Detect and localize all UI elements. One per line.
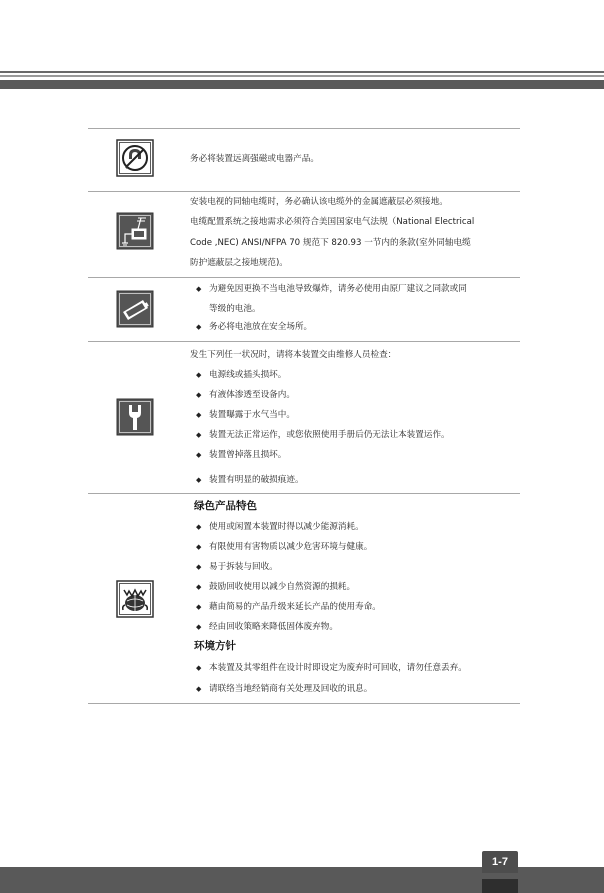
section1-text: 务必将装置远离强磁或电器产品。 [190, 154, 319, 164]
table-rule [88, 703, 520, 704]
header-rule-middle [0, 75, 604, 77]
recycle-globe-icon [116, 580, 154, 618]
section2-line: 安装电视的同轴电缆时，务必确认该电缆外的金属遮蔽层必须接地。 [190, 197, 448, 207]
battery-icon [116, 290, 154, 328]
list-item [196, 601, 381, 613]
page-number: 1-7 [482, 851, 518, 873]
bullet-icon: ◆ [196, 431, 202, 439]
section4-item: 电源线或插头损坏。 [209, 370, 287, 380]
bullet-icon: ◆ [196, 451, 202, 459]
section2-line: 防护遮蔽层之接地规范)。 [190, 258, 288, 268]
list-item [196, 283, 467, 295]
section5-item: 请联络当地经销商有关处理及回收的讯息。 [209, 684, 373, 694]
header-bar [0, 80, 604, 89]
list-item [196, 389, 295, 401]
section4-item: 装置无法正常运作，或您依照使用手册后仍无法让本装置运作。 [209, 430, 450, 440]
list-item [196, 449, 286, 461]
table-rule [88, 341, 520, 342]
table-rule [88, 191, 520, 192]
section3-bullet1: 为避免因更换不当电池导致爆炸，请务必使用由原厂建议之同款或同 [209, 284, 467, 294]
section5-heading2: 环境方针 [194, 640, 236, 652]
section2-line: 电缆配置系统之接地需求必须符合美国国家电气法规（National Electrical [190, 217, 475, 227]
list-item [196, 581, 355, 593]
header-rule-top [0, 71, 604, 73]
section5-item: 经由回收策略来降低固体废弃物。 [209, 622, 338, 632]
list-item [196, 541, 372, 553]
section5-item: 有限使用有害物质以减少危害环境与健康。 [209, 542, 373, 552]
bullet-icon: ◆ [196, 543, 202, 551]
list-item [196, 662, 467, 674]
section5-item: 易于拆装与回收。 [209, 562, 278, 572]
bullet-icon: ◆ [196, 285, 202, 293]
section5-item: 使用或闲置本装置时得以减少能源消耗。 [209, 522, 364, 532]
section2-line: Code ,NEC) ANSI/NFPA 70 规范下 820.93 一节内的条款(室外同轴电缆 [190, 238, 471, 248]
section5-item: 本装置及其零组件在设计时即设定为废弃时可回收，请勿任意丢弃。 [209, 663, 467, 673]
list-item [196, 429, 450, 441]
bullet-icon: ◆ [196, 563, 202, 571]
bullet-icon: ◆ [196, 623, 202, 631]
section5-heading1: 绿色产品特色 [194, 500, 257, 512]
section4-intro: 发生下列任一状况时，请将本装置交由维修人员检查： [190, 350, 397, 360]
table-rule [88, 277, 520, 278]
bullet-icon: ◆ [196, 391, 202, 399]
bullet-icon: ◆ [196, 371, 202, 379]
bullet-icon: ◆ [196, 664, 202, 672]
section3-bullet1-cont: 等级的电池。 [209, 304, 261, 314]
list-item [196, 521, 364, 533]
bullet-icon: ◆ [196, 411, 202, 419]
bullet-icon: ◆ [196, 603, 202, 611]
bullet-icon: ◆ [196, 323, 202, 331]
section3-bullet2: 务必将电池放在安全场所。 [209, 322, 313, 332]
list-item [196, 369, 286, 381]
section5-item: 藉由简易的产品升级来延长产品的使用寿命。 [209, 602, 381, 612]
section4-item: 装置曝露于水气当中。 [209, 410, 295, 420]
section4-item: 有液体渗透至设备内。 [209, 390, 295, 400]
no-magnet-icon [116, 139, 154, 177]
antenna-tv-icon [116, 212, 154, 250]
section4-item: 装置曾掉落且损坏。 [209, 450, 287, 460]
list-item [196, 683, 372, 695]
section5-item: 鼓励回收使用以减少自然资源的损耗。 [209, 582, 356, 592]
table-rule [88, 493, 520, 494]
bullet-icon: ◆ [196, 476, 202, 484]
bullet-icon: ◆ [196, 523, 202, 531]
list-item [196, 321, 312, 333]
bullet-icon: ◆ [196, 583, 202, 591]
page-tab-shadow [482, 879, 518, 893]
list-item [196, 561, 278, 573]
section4-item: 装置有明显的破损痕迹。 [209, 475, 304, 485]
list-item [196, 621, 338, 633]
list-item [196, 409, 295, 421]
table-rule [88, 128, 520, 129]
bullet-icon: ◆ [196, 685, 202, 693]
list-item [196, 474, 304, 486]
wrench-icon [116, 398, 154, 436]
